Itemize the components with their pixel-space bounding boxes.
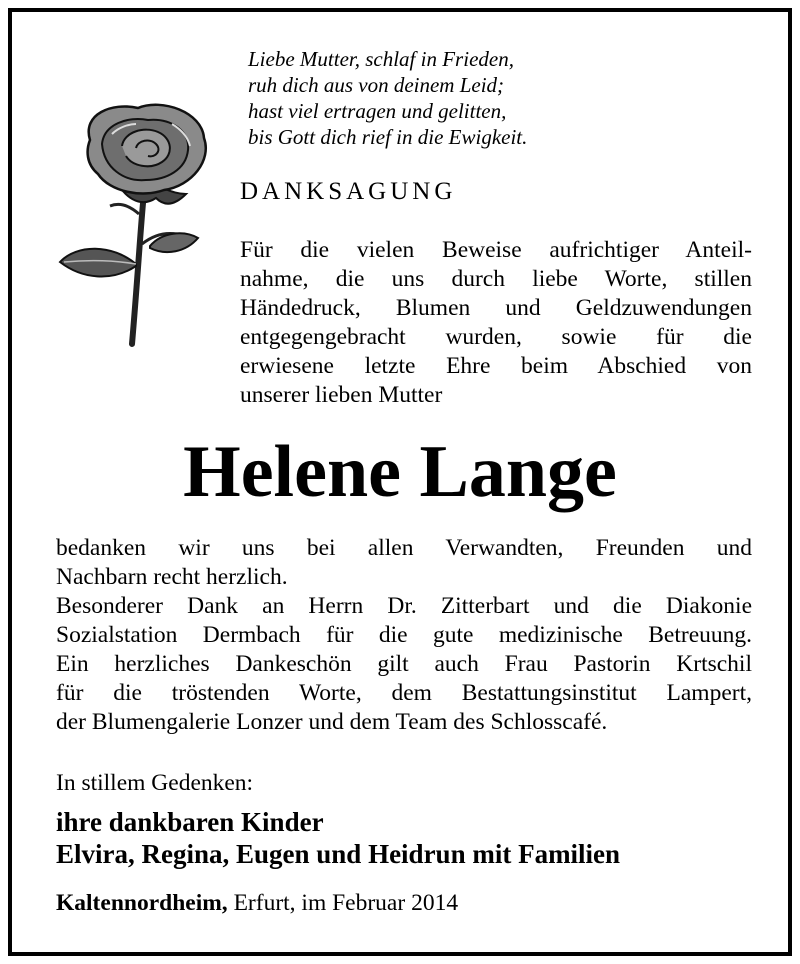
body-line-2: Nachbarn recht herzlich. <box>56 564 288 590</box>
intro-line-4: entgegengebracht wurden, sowie für die <box>240 324 752 350</box>
heading-danksagung: DANKSAGUNG <box>240 178 457 205</box>
intro-line-1: Für die vielen Beweise aufrichtiger Anteil- <box>240 237 752 263</box>
body-line-4: Sozialstation Dermbach für die gute medizinische Betreuung. <box>56 622 752 648</box>
poem-line-3: hast viel ertragen und gelitten, <box>248 99 507 123</box>
date-line: Erfurt, im Februar 2014 <box>227 890 459 916</box>
obituary-frame <box>8 8 792 956</box>
rose-illustration <box>52 94 222 354</box>
intro-line-6: unserer lieben Mutter <box>240 382 443 408</box>
intro-line-2: nahme, die uns durch liebe Worte, stillen <box>240 266 752 292</box>
deceased-name: Helene Lange <box>183 431 617 513</box>
thanks-paragraph <box>56 534 752 737</box>
intro-line-5: erwiesene letzte Ehre beim Abschied von <box>240 353 752 379</box>
signers-line-2: Elvira, Regina, Eugen und Heidrun mit Familien <box>56 839 621 869</box>
remembrance-line: In stillem Gedenken: <box>56 770 254 796</box>
signers <box>56 806 620 870</box>
place-name: Kaltennordheim, <box>56 890 228 916</box>
place-date <box>56 890 458 917</box>
poem <box>248 46 708 150</box>
poem-line-1: Liebe Mutter, schlaf in Frieden, <box>248 47 514 71</box>
body-line-5: Ein herzliches Dankeschön gilt auch Frau Pastorin Krtschil <box>56 651 752 677</box>
signers-line-1: ihre dankbaren Kinder <box>56 807 324 837</box>
poem-line-4: bis Gott dich rief in die Ewigkeit. <box>248 125 528 149</box>
body-line-6: für die tröstenden Worte, dem Bestattungsinstitut Lampert, <box>56 680 752 706</box>
body-line-3: Besonderer Dank an Herrn Dr. Zitterbart und die Diakonie <box>56 593 752 619</box>
poem-line-2: ruh dich aus von deinem Leid; <box>248 73 505 97</box>
body-line-1: bedanken wir uns bei allen Verwandten, Freunden und <box>56 535 752 561</box>
intro-line-3: Händedruck, Blumen und Geldzuwendungen <box>240 295 752 321</box>
body-line-7: der Blumengalerie Lonzer und dem Team des Schlosscafé. <box>56 709 608 735</box>
intro-paragraph <box>240 236 752 410</box>
